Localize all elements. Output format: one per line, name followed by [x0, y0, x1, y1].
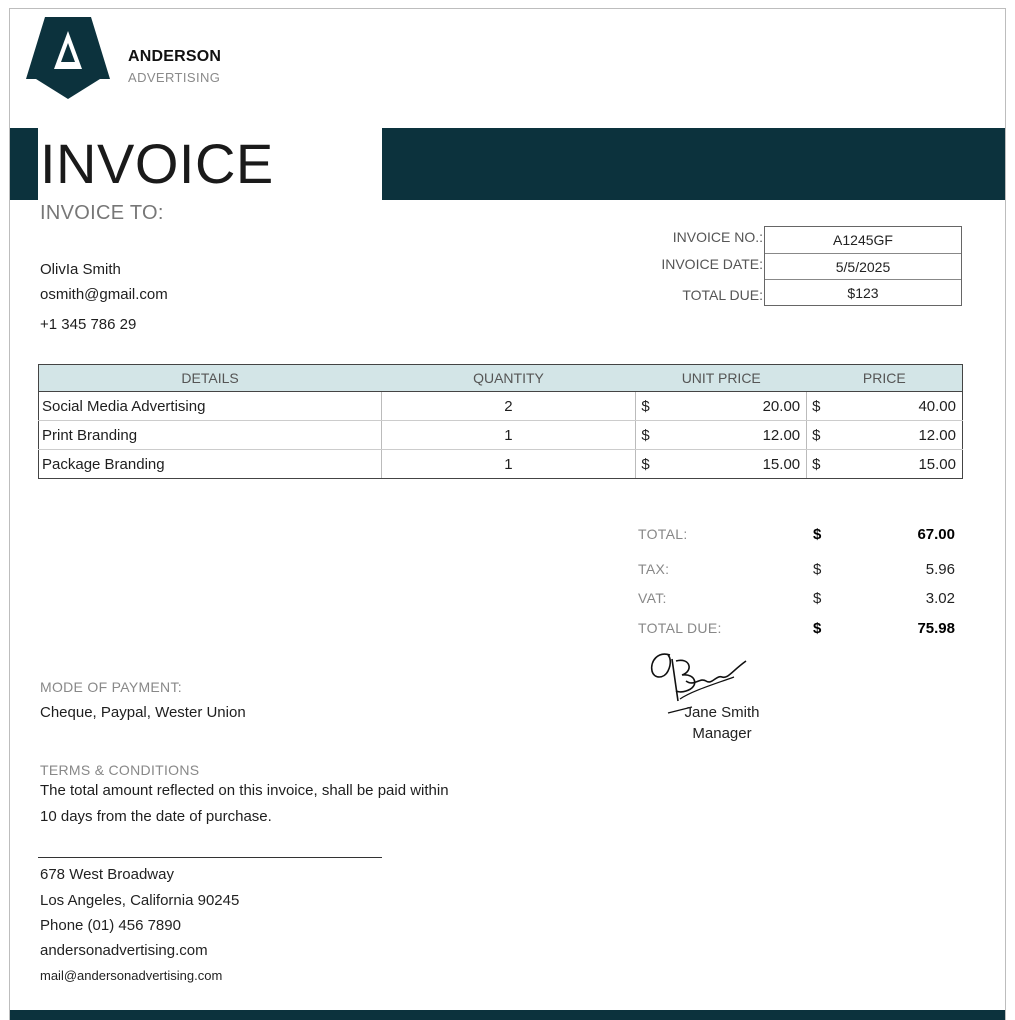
header-details: DETAILS	[39, 365, 382, 392]
row-quantity: 1	[381, 450, 636, 479]
letter-a-shield-icon	[26, 17, 110, 99]
header-quantity: QUANTITY	[381, 365, 636, 392]
table-row	[39, 421, 963, 450]
currency-symbol: $	[641, 397, 650, 415]
price-value: 12.00	[918, 426, 956, 444]
invoice-page	[9, 8, 1006, 1020]
customer-phone: +1 345 786 29	[40, 316, 137, 333]
customer-email: osmith@gmail.com	[40, 286, 168, 303]
signer-role: Manager	[692, 725, 752, 742]
payment-methods: Cheque, Paypal, Wester Union	[40, 704, 246, 721]
address-street: 678 West Broadway	[40, 866, 174, 883]
unit-price-value: 20.00	[762, 397, 801, 415]
table-header-row	[39, 365, 963, 392]
summary-due-label: TOTAL DUE:	[638, 620, 722, 636]
row-unit-price	[636, 392, 807, 421]
summary-tax-value: 5.96	[925, 561, 955, 578]
row-quantity: 2	[381, 392, 636, 421]
signer-name: Jane Smith	[684, 704, 760, 721]
price-value: 40.00	[918, 397, 956, 415]
header-unit-price: UNIT PRICE	[636, 365, 807, 392]
invoice-number-label: INVOICE NO.:	[672, 229, 763, 245]
summary-total-currency: $	[813, 526, 822, 543]
address-website: andersonadvertising.com	[40, 942, 208, 959]
invoice-date-label: INVOICE DATE:	[661, 256, 763, 272]
table-row	[39, 450, 963, 479]
summary-vat-value: 3.02	[925, 590, 955, 607]
summary-due-value: 75.98	[917, 620, 955, 637]
summary-total-value: 67.00	[917, 526, 955, 543]
brand-subtitle: ADVERTISING	[128, 70, 221, 85]
summary-total-label: TOTAL:	[638, 526, 688, 542]
row-details: Social Media Advertising	[39, 392, 382, 421]
total-due-label: TOTAL DUE:	[682, 287, 763, 303]
invoice-date: 5/5/2025	[765, 254, 961, 281]
line-items-table	[38, 364, 963, 479]
table-row	[39, 392, 963, 421]
row-price	[807, 421, 963, 450]
currency-symbol: $	[812, 426, 821, 444]
currency-symbol: $	[812, 397, 821, 415]
invoice-number: A1245GF	[765, 227, 961, 254]
row-unit-price	[636, 450, 807, 479]
summary-vat-label: VAT:	[638, 590, 667, 606]
terms-line-1: The total amount reflected on this invoice, shall be paid within	[40, 782, 449, 799]
address-email: mail@andersonadvertising.com	[40, 968, 223, 983]
summary-tax-label: TAX:	[638, 561, 670, 577]
invoice-title: INVOICE	[40, 132, 274, 195]
unit-price-value: 15.00	[762, 455, 801, 473]
footer-bar	[10, 1010, 1006, 1020]
invoice-to-label: INVOICE TO:	[40, 202, 164, 224]
row-price	[807, 450, 963, 479]
address-divider	[38, 857, 382, 858]
currency-symbol: $	[641, 455, 650, 473]
invoice-meta-box	[764, 226, 962, 306]
summary-tax-currency: $	[813, 561, 822, 578]
address-phone: Phone (01) 456 7890	[40, 917, 181, 934]
row-details: Print Branding	[39, 421, 382, 450]
title-band-left	[10, 128, 38, 200]
terms-line-2: 10 days from the date of purchase.	[40, 808, 272, 825]
payment-label: MODE OF PAYMENT:	[40, 679, 182, 695]
currency-symbol: $	[641, 426, 650, 444]
terms-label: TERMS & CONDITIONS	[40, 762, 200, 778]
row-quantity: 1	[381, 421, 636, 450]
price-value: 15.00	[918, 455, 956, 473]
currency-symbol: $	[812, 455, 821, 473]
brand-name: ANDERSON	[128, 48, 222, 65]
unit-price-value: 12.00	[762, 426, 801, 444]
address-city: Los Angeles, California 90245	[40, 892, 240, 909]
invoice-total-due: $123	[847, 285, 879, 302]
header-price: PRICE	[807, 365, 963, 392]
summary-vat-currency: $	[813, 590, 822, 607]
row-details: Package Branding	[39, 450, 382, 479]
summary-due-currency: $	[813, 620, 822, 637]
row-price	[807, 392, 963, 421]
title-band-right	[382, 128, 1006, 200]
customer-name: OlivIa Smith	[40, 261, 121, 278]
row-unit-price	[636, 421, 807, 450]
